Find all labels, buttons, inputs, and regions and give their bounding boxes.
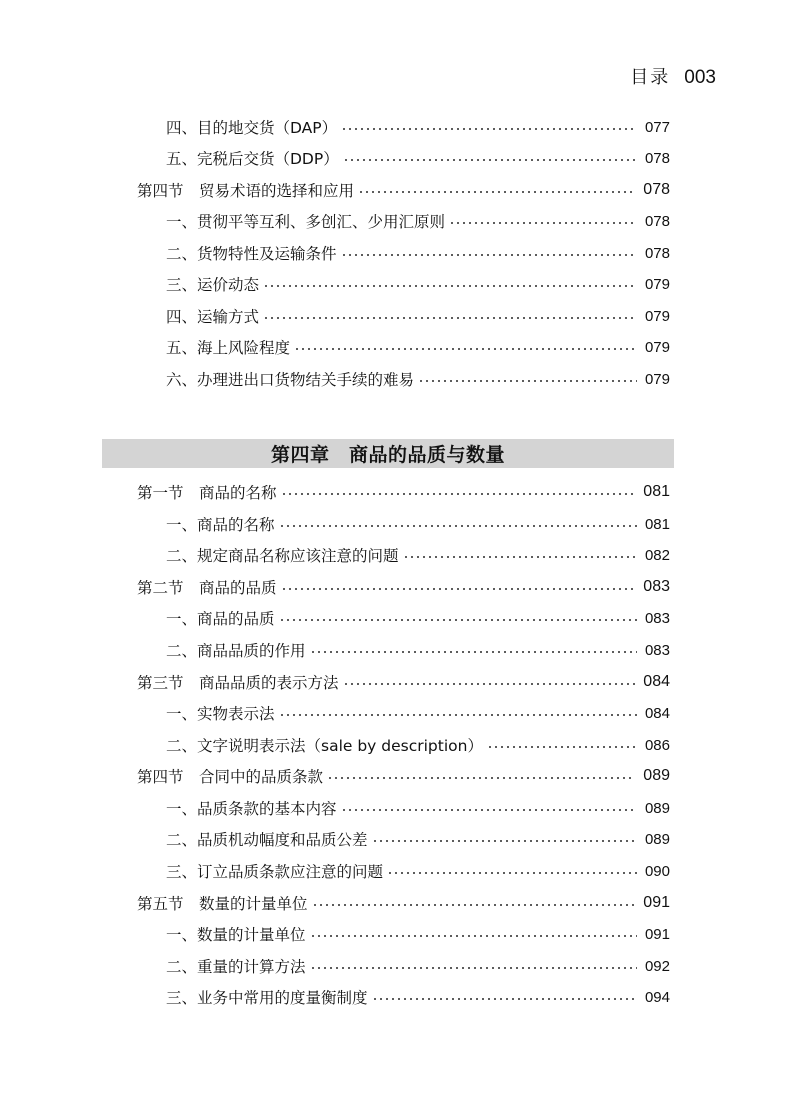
- toc-entry-label: 一、贯彻平等互利、多创汇、少用汇原则: [166, 213, 446, 231]
- dot-leader: [310, 967, 637, 969]
- toc-section-entry[interactable]: [137, 670, 670, 694]
- toc-entry-page: 078: [644, 212, 670, 230]
- toc-entry-page: 078: [644, 244, 670, 262]
- toc-entry-label: 一、商品的名称: [166, 516, 275, 534]
- toc-entry[interactable]: [166, 796, 670, 820]
- toc-entry-label: 第一节 商品的名称: [137, 484, 277, 502]
- toc-entry-label: 五、海上风险程度: [166, 339, 291, 357]
- toc-entry[interactable]: [166, 209, 670, 233]
- toc-entry[interactable]: [166, 272, 670, 296]
- dot-leader: [281, 493, 636, 495]
- toc-entry[interactable]: [166, 335, 670, 359]
- toc-entry-page: 079: [644, 338, 670, 356]
- toc-entry-page: 090: [644, 862, 670, 880]
- toc-entry-label: 二、品质机动幅度和品质公差: [166, 831, 368, 849]
- toc-section-entry[interactable]: [137, 764, 670, 788]
- toc-entry-label: 一、品质条款的基本内容: [166, 800, 337, 818]
- toc-section-entry[interactable]: [137, 480, 670, 504]
- dot-leader: [263, 317, 637, 319]
- toc-entry-page: 091: [644, 925, 670, 943]
- toc-entry[interactable]: [166, 701, 670, 725]
- toc-section-entry[interactable]: [137, 891, 670, 915]
- toc-entry-label: 一、商品的品质: [166, 610, 275, 628]
- toc-entry[interactable]: [166, 241, 670, 265]
- toc-entry-label: 第三节 商品品质的表示方法: [137, 674, 339, 692]
- toc-entry[interactable]: [166, 922, 670, 946]
- dot-leader: [294, 348, 637, 350]
- toc-entry-label: 二、规定商品名称应该注意的问题: [166, 547, 399, 565]
- toc-entry[interactable]: [166, 827, 670, 851]
- dot-leader: [387, 872, 637, 874]
- dot-leader: [487, 746, 637, 748]
- toc-entry-page: 084: [644, 704, 670, 722]
- dot-leader: [312, 904, 636, 906]
- toc-entry-label: 第四节 贸易术语的选择和应用: [137, 182, 355, 200]
- chapter-title: 第四章 商品的品质与数量: [270, 444, 505, 466]
- toc-entry-label: 第二节 商品的品质: [137, 579, 277, 597]
- dot-leader: [372, 840, 637, 842]
- dot-leader: [281, 588, 636, 590]
- dot-leader: [358, 191, 635, 193]
- toc-entry-label: 二、商品品质的作用: [166, 642, 306, 660]
- toc-entry-page: 083: [644, 641, 670, 659]
- toc-entry[interactable]: [166, 606, 670, 630]
- dot-leader: [418, 380, 637, 382]
- toc-entry[interactable]: [166, 146, 670, 170]
- chapter-heading-bar[interactable]: [102, 439, 674, 468]
- toc-section-entry[interactable]: [137, 575, 670, 599]
- toc-entry-label: 六、办理进出口货物结关手续的难易: [166, 371, 415, 389]
- toc-entry-label: 四、目的地交货（DAP）: [166, 119, 338, 137]
- toc-entry[interactable]: [166, 512, 670, 536]
- toc-entry-label: 三、业务中常用的度量衡制度: [166, 989, 368, 1007]
- dot-leader: [449, 222, 637, 224]
- header-section-title: 目录: [630, 67, 671, 88]
- toc-entry-page: 083: [644, 609, 670, 627]
- toc-section-entry[interactable]: [137, 178, 670, 202]
- toc-entry-label: 二、货物特性及运输条件: [166, 245, 337, 263]
- toc-entry-page: 082: [644, 546, 670, 564]
- toc-entry-label: 第五节 数量的计量单位: [137, 895, 308, 913]
- dot-leader: [341, 809, 637, 811]
- dot-leader: [343, 159, 637, 161]
- toc-entry-label: 三、订立品质条款应注意的问题: [166, 863, 384, 881]
- dot-leader: [341, 128, 637, 130]
- dot-leader: [279, 619, 637, 621]
- toc-entry-page: 092: [644, 957, 670, 975]
- toc-entry[interactable]: [166, 733, 670, 757]
- toc-entry[interactable]: [166, 859, 670, 883]
- running-header: [630, 66, 716, 90]
- toc-entry-page: 077: [644, 118, 670, 136]
- toc-entry[interactable]: [166, 115, 670, 139]
- toc-entry-label: 二、重量的计算方法: [166, 958, 306, 976]
- dot-leader: [327, 777, 635, 779]
- toc-entry[interactable]: [166, 638, 670, 662]
- toc-entry-page: 091: [643, 894, 670, 911]
- toc-entry-label: 一、数量的计量单位: [166, 926, 306, 944]
- dot-leader: [403, 556, 637, 558]
- toc-entry-page: 081: [643, 483, 670, 500]
- dot-leader: [372, 998, 637, 1000]
- toc-entry[interactable]: [166, 543, 670, 567]
- toc-entry-page: 083: [643, 578, 670, 595]
- dot-leader: [341, 254, 637, 256]
- toc-entry[interactable]: [166, 367, 670, 391]
- dot-leader: [310, 935, 637, 937]
- toc-entry-page: 079: [644, 370, 670, 388]
- toc-entry-label: 三、运价动态: [166, 276, 260, 294]
- toc-entry[interactable]: [166, 304, 670, 328]
- toc-entry-page: 089: [644, 830, 670, 848]
- toc-entry-label: 一、实物表示法: [166, 705, 275, 723]
- toc-entry-page: 084: [643, 673, 670, 690]
- dot-leader: [279, 525, 637, 527]
- toc-entry-page: 089: [643, 767, 670, 784]
- toc-entry-label: 二、文字说明表示法（sale by description）: [166, 737, 483, 755]
- toc-entry-page: 079: [644, 275, 670, 293]
- toc-entry-page: 089: [644, 799, 670, 817]
- toc-entry-page: 094: [644, 988, 670, 1006]
- toc-entry-page: 081: [644, 515, 670, 533]
- dot-leader: [310, 651, 637, 653]
- toc-entry-page: 079: [644, 307, 670, 325]
- dot-leader: [279, 714, 637, 716]
- toc-entry[interactable]: [166, 985, 670, 1009]
- toc-entry-page: 078: [644, 149, 670, 167]
- toc-entry-label: 第四节 合同中的品质条款: [137, 768, 324, 786]
- header-page-number: 003: [684, 67, 716, 88]
- toc-entry-page: 078: [643, 181, 670, 198]
- toc-entry[interactable]: [166, 954, 670, 978]
- toc-entry-label: 五、完税后交货（DDP）: [166, 150, 339, 168]
- dot-leader: [343, 683, 636, 685]
- dot-leader: [263, 285, 637, 287]
- toc-entry-label: 四、运输方式: [166, 308, 260, 326]
- toc-entry-page: 086: [644, 736, 670, 754]
